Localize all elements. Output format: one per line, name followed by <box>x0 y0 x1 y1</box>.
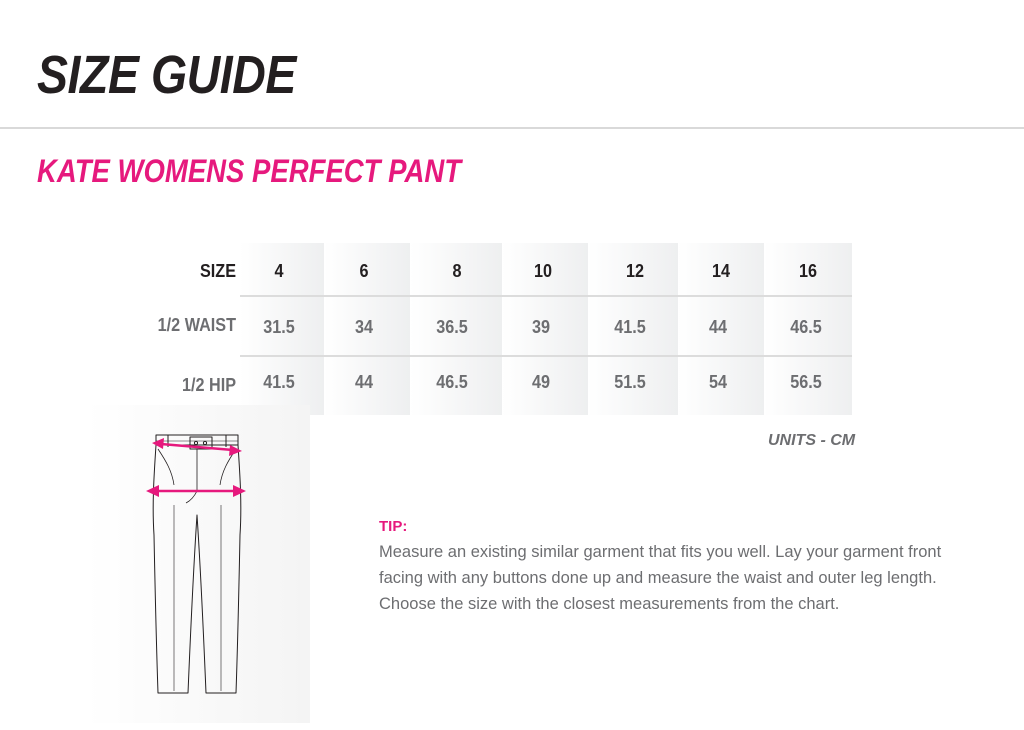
page-title: SIZE GUIDE <box>37 45 296 105</box>
waist-value: 44 <box>708 317 728 337</box>
tip-label: TIP: <box>379 518 408 535</box>
size-header-cell: 6 <box>359 261 369 281</box>
hip-value: 49 <box>531 372 551 392</box>
waist-value: 39 <box>531 317 551 337</box>
hip-value: 46.5 <box>436 372 468 392</box>
tip-section <box>379 518 969 617</box>
waist-value: 31.5 <box>263 317 295 337</box>
product-name: KATE WOMENS PERFECT PANT <box>37 153 462 189</box>
pant-drawing <box>86 405 310 723</box>
waist-value: 46.5 <box>790 317 822 337</box>
header-divider <box>0 127 1024 129</box>
size-header-cell: 12 <box>625 261 645 281</box>
hip-value: 51.5 <box>614 372 646 392</box>
hip-value: 56.5 <box>790 372 822 392</box>
hip-value: 54 <box>708 372 728 392</box>
size-table <box>140 243 852 415</box>
size-header-cell: 14 <box>711 261 731 281</box>
row-label-waist: 1/2 WAIST <box>157 315 236 335</box>
hip-value: 44 <box>354 372 374 392</box>
row-label-hip: 1/2 HIP <box>181 375 236 395</box>
row-divider <box>240 295 852 297</box>
waist-value: 41.5 <box>614 317 646 337</box>
size-header-label: SIZE <box>199 261 236 281</box>
waist-value: 34 <box>354 317 374 337</box>
size-header-cell: 4 <box>274 261 284 281</box>
size-header-cell: 10 <box>533 261 553 281</box>
units-label: UNITS - CM <box>768 432 856 449</box>
row-divider <box>240 355 852 357</box>
waist-value: 36.5 <box>436 317 468 337</box>
size-header-cell: 16 <box>798 261 818 281</box>
tip-text: Measure an existing similar garment that fits you well. Lay your garment front facing with any buttons done up and measure the waist and outer leg length. Choose the size with the closest measurements from the chart. <box>379 543 942 613</box>
size-header-cell: 8 <box>452 261 462 281</box>
hip-value: 41.5 <box>263 372 295 392</box>
pant-illustration <box>86 405 310 723</box>
